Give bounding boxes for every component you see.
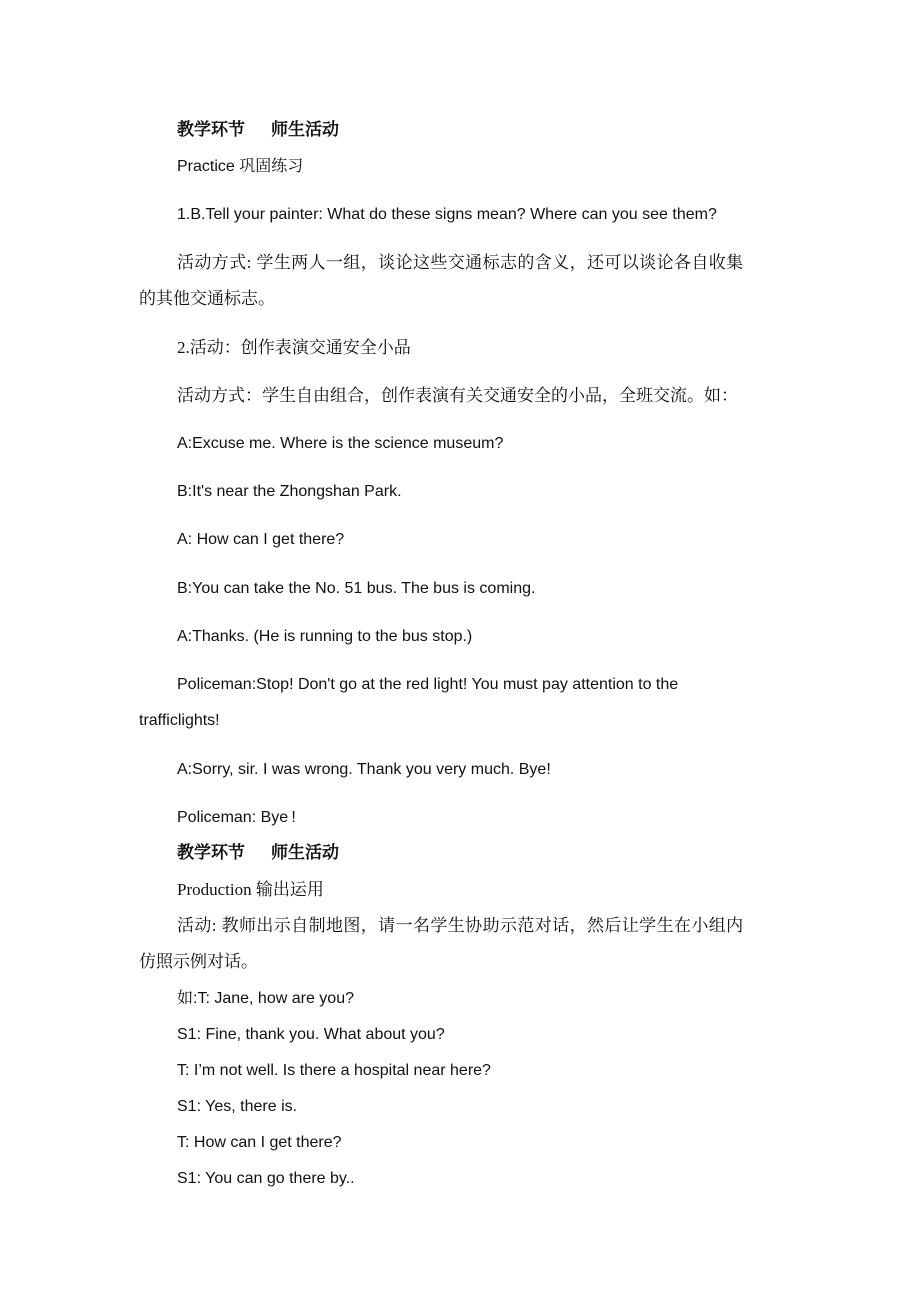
dialogue-line: Policeman:Stop! Don't go at the red light! You must pay attention to the — [177, 676, 679, 693]
dialogue-line: trafficlights! — [139, 712, 220, 729]
section-header — [177, 119, 339, 141]
dialogue-line: S1: Fine, thank you. What about you? — [177, 1026, 445, 1043]
dialogue-line: A:Thanks. (He is running to the bus stop.) — [177, 628, 473, 645]
header-left: 教学环节 — [177, 120, 245, 139]
activity-line: 活动: 教师出示自制地图，请一名学生协助示范对话，然后让学生在小组内 — [177, 916, 744, 935]
dialogue-line: A: How can I get there? — [177, 531, 345, 548]
dialogue-line: S1: Yes, there is. — [177, 1098, 298, 1115]
dialogue-line: T: I’m not well. Is there a hospital near here? — [177, 1062, 491, 1079]
section-subtitle: Practice 巩固练习 — [177, 158, 304, 175]
dialogue-line: B:You can take the No. 51 bus. The bus is coming. — [177, 580, 536, 597]
dialogue-line: Policeman: Bye ! — [177, 809, 296, 826]
dialogue-line: A:Excuse me. Where is the science museum? — [177, 435, 504, 452]
section-subtitle: Production 输出运用 — [177, 880, 324, 899]
section-header — [177, 842, 339, 864]
activity-method-line: 活动方式：学生自由组合，创作表演有关交通安全的小品，全班交流。如： — [177, 386, 738, 405]
practice-item-1: 1.B.Tell your painter: What do these signs mean? Where can you see them? — [177, 206, 717, 223]
activity-method-line: 的其他交通标志。 — [139, 289, 275, 308]
dialogue-line: B:It's near the Zhongshan Park. — [177, 483, 402, 500]
activity-line: 仿照示例对话。 — [139, 952, 258, 971]
dialogue-line: 如:T: Jane, how are you? — [177, 990, 354, 1007]
activity-method-line: 活动方式: 学生两人一组，谈论这些交通标志的含义，还可以谈论各自收集 — [177, 253, 744, 272]
dialogue-line: A:Sorry, sir. I was wrong. Thank you very much. Bye! — [177, 761, 551, 778]
dialogue-line: T: How can I get there? — [177, 1134, 342, 1151]
dialogue-line: S1: You can go there by.. — [177, 1170, 355, 1187]
header-left: 教学环节 — [177, 843, 245, 862]
practice-item-2: 2.活动：创作表演交通安全小品 — [177, 338, 411, 357]
header-right: 师生活动 — [271, 120, 339, 139]
header-right: 师生活动 — [271, 843, 339, 862]
